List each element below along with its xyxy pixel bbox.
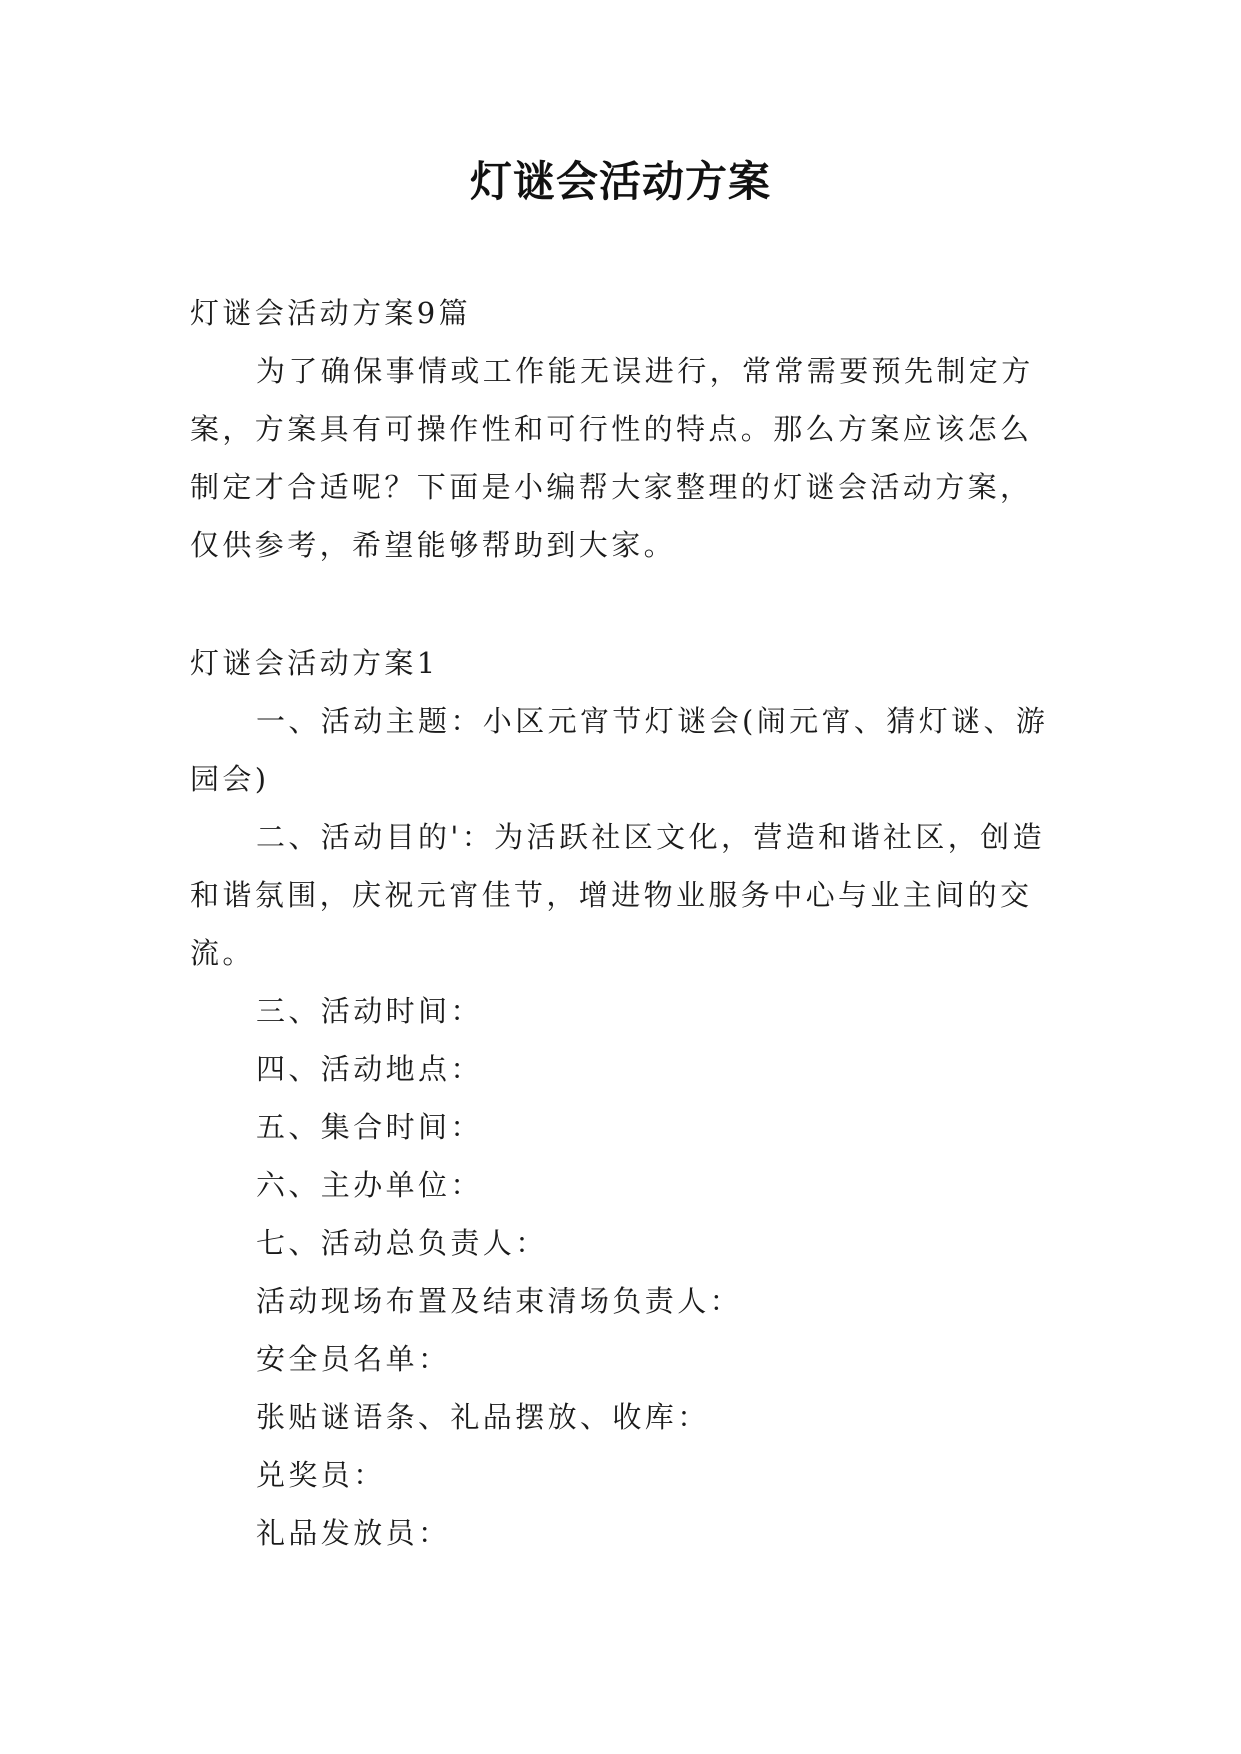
list-item: 安全员名单： bbox=[256, 1342, 451, 1376]
list-item: 张贴谜语条、礼品摆放、收库： bbox=[256, 1400, 710, 1434]
theme-paragraph: 一、活动主题：小区元宵节灯谜会(闹元宵、猜灯谜、游园会) bbox=[190, 704, 1049, 796]
document-subtitle: 灯谜会活动方案9篇 bbox=[190, 296, 472, 330]
intro-paragraph: 为了确保事情或工作能无误进行，常常需要预先制定方案，方案具有可操作性和可行性的特点。那么方案应该怎么制定才合适呢？下面是小编帮大家整理的灯谜会活动方案，仅供参考，希望能够帮助到大家。 bbox=[190, 354, 1034, 562]
list-item: 三、活动时间： bbox=[256, 994, 483, 1028]
section-gap bbox=[190, 574, 1050, 634]
list-item: 礼品发放员： bbox=[256, 1516, 451, 1550]
list-item: 活动现场布置及结束清场负责人： bbox=[256, 1284, 743, 1318]
list-item: 六、主办单位： bbox=[256, 1168, 483, 1202]
list-item: 五、集合时间： bbox=[256, 1110, 483, 1144]
section-heading: 灯谜会活动方案1 bbox=[190, 646, 439, 680]
document-body bbox=[190, 284, 1050, 1562]
list-item: 四、活动地点： bbox=[256, 1052, 483, 1086]
list-item: 兑奖员： bbox=[256, 1458, 386, 1492]
purpose-paragraph: 二、活动目的'：为活跃社区文化，营造和谐社区，创造和谐氛围，庆祝元宵佳节，增进物业服务中心与业主间的交流。 bbox=[190, 820, 1045, 970]
list-item: 七、活动总负责人： bbox=[256, 1226, 548, 1260]
document-title: 灯谜会活动方案 bbox=[469, 157, 771, 206]
